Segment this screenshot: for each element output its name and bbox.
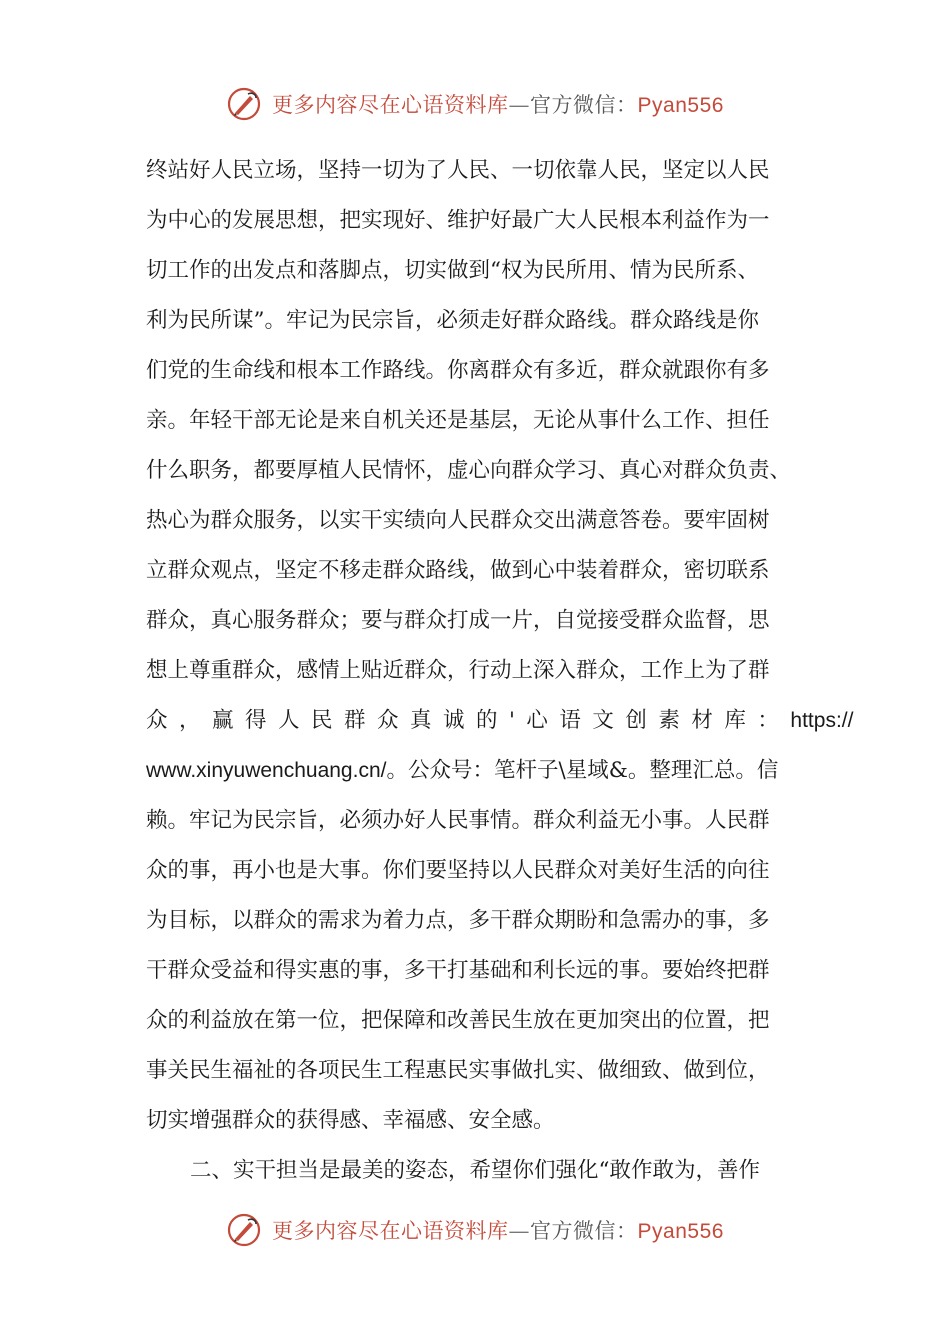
header-banner [0,84,950,124]
text-line: 众的事，再小也是大事。你们要坚持以人民群众对美好生活的向往 [146,858,770,883]
header-wechat-id: Pyan556 [637,94,724,117]
text-line: 亲。年轻干部无论是来自机关还是基层，无论从事什么工作、担任 [146,408,770,433]
text-line-with-url [146,746,808,796]
text-line-with-url [146,696,854,746]
text-line: 干群众受益和得实惠的事，多干打基础和利长远的事。要始终把群 [146,958,770,983]
footer-banner [0,1210,950,1250]
header-wechat-label: 官方微信： [530,93,638,117]
footer-banner-dash: — [508,1219,531,1243]
text-line: 切工作的出发点和落脚点，切实做到“权为民所用、情为民所系、 [146,258,759,283]
text-line: 们党的生命线和根本工作路线。你离群众有多近，群众就跟你有多 [146,358,770,383]
header-banner-text: 更多内容尽在心语资料库 [272,93,509,117]
text-line: 想上尊重群众，感情上贴近群众，行动上深入群众，工作上为了群 [146,658,770,683]
paragraph-2-first-line: 二、实干担当是最美的姿态，希望你们强化“敢作敢为，善作 [190,1158,760,1183]
footer-wechat-label: 官方微信： [530,1219,638,1243]
url-part-2: www.xinyuwenchuang.cn/ [146,759,387,782]
text-line: 利为民所谋”。牢记为民宗旨，必须走好群众路线。群众路线是你 [146,308,759,333]
text-line: 切实增强群众的获得感、幸福感、安全感。 [146,1108,555,1133]
header-banner-dash: — [508,93,531,117]
text-segment: 众，赢得人民群众真诚的'心语文创素材库： [146,708,791,733]
document-body [146,146,854,1196]
url-part-1: https:// [790,709,854,732]
text-segment: 。公众号：笔杆子\星域&。整理汇总。信 [386,758,779,783]
text-line: 为目标，以群众的需求为着力点，多干群众期盼和急需办的事，多 [146,908,770,933]
footer-banner-text: 更多内容尽在心语资料库 [272,1219,509,1243]
pen-circle-logo-icon [226,1212,262,1248]
text-line: 赖。牢记为民宗旨，必须办好人民事情。群众利益无小事。人民群 [146,808,770,833]
text-line: 事关民生福祉的各项民生工程惠民实事做扎实、做细致、做到位， [146,1058,770,1083]
text-line: 众的利益放在第一位，把保障和改善民生放在更加突出的位置，把 [146,1008,770,1033]
pen-circle-logo-icon [226,86,262,122]
text-line: 热心为群众服务，以实干实绩向人民群众交出满意答卷。要牢固树 [146,508,770,533]
text-line: 群众，真心服务群众；要与群众打成一片，自觉接受群众监督，思 [146,608,770,633]
text-line: 终站好人民立场，坚持一切为了人民、一切依靠人民，坚定以人民 [146,158,770,183]
footer-wechat-id: Pyan556 [637,1220,724,1243]
text-line: 什么职务，都要厚植人民情怀，虚心向群众学习、真心对群众负责、 [146,458,792,483]
text-line: 为中心的发展思想，把实现好、维护好最广大人民根本利益作为一 [146,208,770,233]
text-line: 立群众观点，坚定不移走群众路线，做到心中装着群众，密切联系 [146,558,770,583]
